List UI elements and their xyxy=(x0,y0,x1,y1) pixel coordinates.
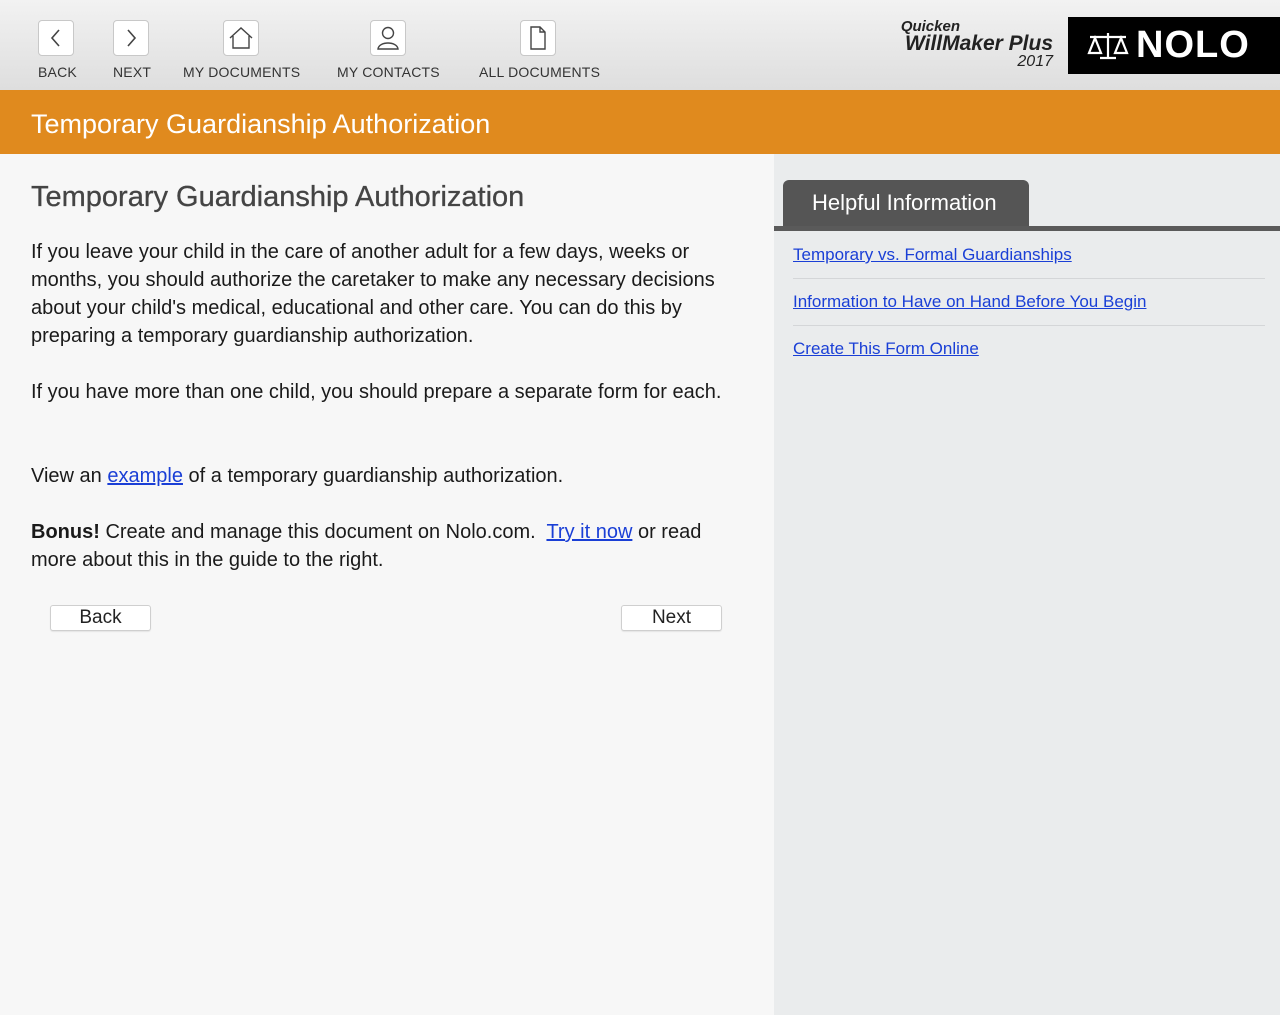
intro-paragraph: If you leave your child in the care of another adult for a few days, weeks or months, you should authorize the caretaker to make any necessary decisions about your child's medical, educational and other care. You can do this by preparing a temporary guardianship authorization. xyxy=(31,241,715,347)
back-nav-label: BACK xyxy=(38,64,77,80)
next-button[interactable]: Next xyxy=(621,605,722,631)
page-banner xyxy=(0,90,1280,154)
nolo-logo xyxy=(1068,17,1280,74)
home-icon xyxy=(223,20,259,56)
example-text-after: of a temporary guardianship authorization. xyxy=(182,465,564,487)
chevron-left-icon xyxy=(38,20,74,56)
chevron-right-icon xyxy=(113,20,149,56)
person-icon xyxy=(370,20,406,56)
divider xyxy=(793,325,1265,326)
info-on-hand-link[interactable]: Information to Have on Hand Before You Begin xyxy=(793,292,1147,311)
my-documents-label: MY DOCUMENTS xyxy=(183,64,301,80)
brand-quicken: Quicken xyxy=(900,18,960,35)
my-contacts-label: MY CONTACTS xyxy=(337,64,440,80)
example-paragraph xyxy=(31,462,746,490)
nolo-wordmark: NOLO xyxy=(1136,24,1250,66)
next-nav-button[interactable] xyxy=(106,0,158,90)
bonus-paragraph xyxy=(31,518,746,574)
bonus-text-after: or read more about this in the guide to the right. xyxy=(31,521,702,571)
helpful-info-panel xyxy=(774,154,1280,1015)
willmaker-logo xyxy=(895,16,1055,76)
all-documents-label: ALL DOCUMENTS xyxy=(479,64,601,80)
create-form-online-link[interactable]: Create This Form Online xyxy=(793,339,979,358)
multiple-children-paragraph: If you have more than one child, you should prepare a separate form for each. xyxy=(31,381,722,403)
brand-product: WillMaker Plus xyxy=(904,32,1053,55)
my-documents-button[interactable] xyxy=(183,0,301,90)
toolbar xyxy=(0,0,1280,91)
divider xyxy=(793,278,1265,279)
banner-title: Temporary Guardianship Authorization xyxy=(31,109,491,139)
bonus-label: Bonus! xyxy=(31,521,100,543)
scales-icon xyxy=(1086,31,1130,61)
bonus-text: Create and manage this document on Nolo.com. xyxy=(99,521,547,543)
next-nav-label: NEXT xyxy=(113,64,152,80)
back-button[interactable]: Back xyxy=(50,605,151,631)
helpful-info-rule xyxy=(774,226,1280,231)
brand-year: 2017 xyxy=(1017,53,1053,70)
helpful-info-tab[interactable]: Helpful Information xyxy=(783,180,1029,226)
example-text-before: View an xyxy=(31,465,108,487)
page-title: Temporary Guardianship Authorization xyxy=(31,181,525,213)
my-contacts-button[interactable] xyxy=(337,0,441,90)
temporary-vs-formal-link[interactable]: Temporary vs. Formal Guardianships xyxy=(793,245,1072,264)
main-content xyxy=(0,154,774,1015)
try-it-now-link[interactable]: Try it now xyxy=(546,521,633,543)
document-icon xyxy=(520,20,556,56)
back-nav-button[interactable] xyxy=(30,0,82,90)
example-link[interactable]: example xyxy=(107,465,183,487)
all-documents-button[interactable] xyxy=(479,0,601,90)
